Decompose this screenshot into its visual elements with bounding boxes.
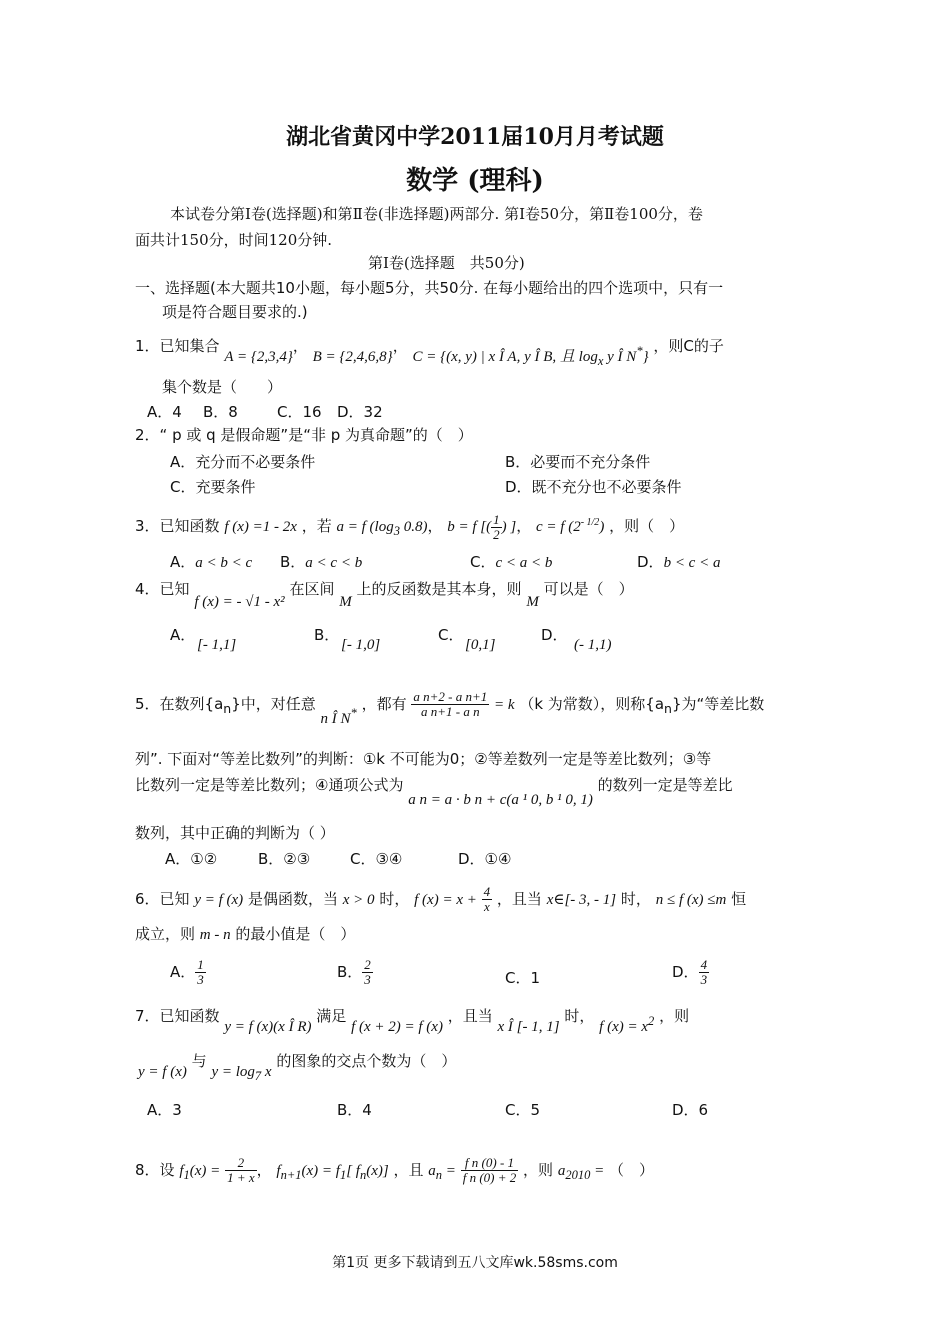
q5-general-term: a n = a · b n + c(a ¹ 0, b ¹ 0, 1): [408, 792, 593, 808]
q6-frac-num: 4: [483, 884, 491, 899]
q8-an-fraction: [461, 1156, 519, 1185]
q7-option-b: B．4: [337, 1101, 372, 1119]
q1-option-d: D．32: [337, 403, 383, 421]
q3-option-b-math: a < c < b: [305, 555, 363, 571]
q7-line2-math-1: y = f (x): [138, 1064, 187, 1080]
q5-frac-num: a n+2 - a n+1: [413, 689, 488, 704]
q4-m-2: M: [526, 594, 539, 610]
q6-option-d-den: 3: [700, 972, 708, 987]
q1-set-b: B = {2,4,6,8}: [312, 349, 393, 365]
q2-option-a: A．充分而不必要条件: [170, 453, 316, 471]
exam-subtitle: 数学 (理科): [406, 166, 544, 196]
q8-f1-fraction: [225, 1156, 257, 1185]
q1-set-c-sub: x: [597, 354, 604, 368]
q5-frac-den: a n+1 - a n: [421, 704, 480, 719]
q4-option-b-math: [- 1,0]: [341, 637, 381, 653]
q6-option-a-label: A．: [170, 963, 196, 981]
q5-stem-4: 数列，其中正确的判断为（ ）: [135, 824, 335, 842]
q1-option-c: C．16: [277, 403, 322, 421]
q8-f1-sub: 1: [183, 1168, 190, 1182]
q6-option-b: [337, 958, 373, 987]
q3-b-den: 2: [493, 527, 500, 543]
q8-an-end: =: [442, 1163, 456, 1179]
q5-equals-k: = k: [494, 697, 515, 713]
q7-option-a: A．3: [147, 1101, 182, 1119]
q8-suffix: （ ）: [608, 1161, 654, 1179]
q6-math-1: y = f (x): [194, 892, 244, 908]
q6-option-b-den: 3: [364, 972, 371, 987]
q8-a2010-sub: 2010: [565, 1168, 591, 1182]
q1-option-b: B．8: [203, 403, 238, 421]
q3-c-end: ): [599, 519, 605, 535]
q7-line2-text-2: 的图象的交点个数为（ ）: [276, 1052, 457, 1070]
q1-prefix: 1．已知集合: [135, 337, 220, 355]
q8-fn1-sub: n+1: [280, 1168, 302, 1182]
q6-text-3: ，且当: [496, 890, 542, 908]
q3-option-a-label: A．: [170, 553, 196, 571]
q3-b: [447, 512, 517, 543]
q4-option-a-label: A．: [170, 626, 196, 644]
q7-line2-math-2: [211, 1064, 272, 1083]
q8-f1-part: f: [179, 1163, 184, 1179]
q5-stem: [135, 688, 765, 727]
q7-math-4-sup: 2: [648, 1014, 655, 1028]
q4-mid-2: 上的反函数是其本身，则: [356, 580, 522, 598]
q5-prefix: 5．在数列{a: [135, 695, 224, 713]
q3-option-b-label: B．: [280, 553, 306, 571]
q3-c-exp: - 1/2: [580, 517, 600, 528]
q4-option-c-label: C．: [438, 626, 464, 644]
q7-math-2: f (x + 2) = f (x): [351, 1019, 443, 1035]
q7-text-2: ，且当: [447, 1007, 493, 1025]
q6-option-a-den: 3: [197, 972, 204, 987]
q6-option-a-num: 1: [197, 957, 204, 972]
q6-text-5: 恒: [731, 890, 747, 908]
q8-f1-num: 2: [225, 1156, 257, 1171]
q6-option-a: [170, 958, 206, 987]
q7-line2-math-2-part: y = log: [211, 1064, 255, 1080]
q5-stem-3b: 的数列一定是等差比: [597, 776, 733, 794]
q8-comma: ，: [256, 1161, 272, 1179]
q3-option-b: [280, 551, 362, 572]
q5-suffix: （k 为常数），则称{a: [519, 695, 665, 713]
q7-stem: [135, 1000, 690, 1035]
q8-a2010: [557, 1163, 605, 1182]
q8-fn1-end-2: [ f: [346, 1163, 360, 1179]
q7-line2-math-2-end: x: [261, 1064, 272, 1080]
q6-option-d-label: D．: [672, 963, 699, 981]
q6-option-b-label: B．: [337, 963, 363, 981]
q8-a2010-part: a: [557, 1163, 566, 1179]
q7-math-4: [599, 1014, 655, 1035]
q3-stem: 3．已知函数 f (x) =1 - 2x ，若 a = f ($\log_3$ 0.8)， b = f [( $\frac{1}{2}$ ) ]， c = f $(2^{- 1/2})$ ，则（ ）: [135, 512, 685, 543]
q5-n-in-n-part: n Î N: [320, 711, 351, 727]
q8-prefix: 8．设: [135, 1161, 175, 1179]
q4-suffix: 可以是（ ）: [543, 580, 634, 598]
q1-comma-1: ，: [292, 337, 308, 355]
q5-n-in-n: [320, 706, 357, 727]
q7-prefix: 7．已知函数: [135, 1007, 220, 1025]
q3-option-d-math: b < c < a: [663, 555, 721, 571]
q5-stem-2: 列”. 下面对“等差比数列”的判断：①k 不可能为0；②等差数列一定是等差比数列；③等: [135, 750, 712, 768]
q3-a-part: a = f (log: [336, 519, 394, 535]
q6-option-b-num: 2: [364, 957, 371, 972]
q5-option-b: B．②③: [258, 850, 311, 868]
q8-fn1-sub-2: 1: [339, 1168, 347, 1182]
q7-line2-math-2-sub: 7: [254, 1069, 262, 1083]
q5-prefix-2: }中，对任意: [231, 695, 316, 713]
q4-m-1: M: [339, 594, 352, 610]
q3-b-end: ) ]: [501, 519, 517, 535]
q3-a-sub: 3: [393, 524, 400, 538]
q8-an: [428, 1163, 456, 1182]
q6-math-5: n ≤ f (x) ≤m: [655, 892, 727, 908]
q7-math-3: x Î [- 1, 1]: [497, 1019, 560, 1035]
q6-stem-2a: 成立，则: [135, 925, 196, 943]
q4-function: f (x) = - √1 - x²: [194, 594, 285, 610]
section-instructions-1: 一、选择题(本大题共10小题，每小题5分，共50分. 在每小题给出的四个选项中，只有一: [135, 279, 724, 297]
q3-function: f (x) =1 - 2x: [224, 519, 297, 535]
q6-option-d-frac: [699, 958, 710, 987]
q5-stem-3a: 比数列一定是等差比数列；④通项公式为: [135, 776, 404, 794]
q7-text-1: 满足: [316, 1007, 347, 1025]
q6-stem: [135, 885, 746, 914]
q8-fn1: [276, 1163, 389, 1182]
q1-set-c-sup: *: [636, 344, 643, 358]
page-footer: 第1页 更多下载请到五八文库wk.58sms.com: [332, 1255, 618, 1271]
q5-n-in-n-sup: *: [350, 706, 357, 720]
q6-prefix: 6．已知: [135, 890, 190, 908]
q8-stem: [135, 1156, 654, 1186]
q3-suffix: ，则（ ）: [609, 517, 685, 535]
q7-math-1: y = f (x)(x Î R): [224, 1019, 312, 1035]
q3-a: [336, 519, 428, 538]
q6-option-c: C．1: [505, 969, 541, 987]
q6-text-2: 时，: [379, 890, 410, 908]
q8-fn1-sub-3: n: [359, 1168, 367, 1182]
q1-comma-2: ，: [392, 337, 408, 355]
q1-set-c-part2: y Î N: [603, 349, 637, 365]
q6-frac-den: x: [483, 899, 490, 914]
q8-a2010-end: =: [590, 1163, 605, 1179]
q7-stem-2: [138, 1050, 457, 1083]
q3-c-part: c = f (2: [536, 519, 581, 535]
q3-prefix: 3．已知函数: [135, 517, 220, 535]
q8-text-2: ，则: [523, 1161, 554, 1179]
q6-stem-2b: 的最小值是（ ）: [235, 925, 356, 943]
q4-stem: [135, 578, 634, 610]
q5-suffix-sub: n: [664, 701, 672, 716]
section-instructions-2: 项是符合题目要求的.): [162, 303, 308, 321]
q3-option-a: [170, 551, 252, 572]
q7-math-4-part: f (x) = x: [599, 1019, 649, 1035]
part1-heading: 第Ⅰ卷(选择题 共50分): [368, 254, 525, 272]
q8-f1: [179, 1163, 221, 1182]
q3-option-c: [470, 551, 552, 572]
intro-line-1: 本试卷分第Ⅰ卷(选择题)和第Ⅱ卷(非选择题)两部分. 第Ⅰ卷50分，第Ⅱ卷100分，卷: [170, 205, 703, 223]
q4-option-d-math: (- 1,1): [574, 637, 612, 653]
q4-option-a-math: [- 1,1]: [197, 637, 237, 653]
q5-prefix-sub: n: [223, 701, 232, 716]
q8-fn1-end: (x) = f: [301, 1163, 340, 1179]
q6-math-3: f (x) = x +: [414, 892, 477, 908]
q3-option-d: [637, 551, 720, 572]
q7-text-3: 时，: [564, 1007, 595, 1025]
q1-set-c-close: }: [642, 349, 649, 365]
q6-fraction: [482, 885, 493, 914]
q8-an-part: a: [428, 1163, 436, 1179]
q3-option-c-label: C．: [470, 553, 496, 571]
q1-stem: [135, 330, 724, 368]
q3-comma: ，: [427, 517, 443, 535]
q6-option-a-frac: [195, 958, 206, 987]
q5-suffix-2: }为“等差比数: [671, 695, 765, 713]
q8-fn1-part: f: [276, 1163, 281, 1179]
q3-mid: ，若: [301, 517, 332, 535]
q6-text-1: 是偶函数，当: [247, 890, 338, 908]
q4-mid: 在区间: [289, 580, 335, 598]
q2-option-d: D．既不充分也不必要条件: [505, 478, 682, 496]
q7-line2-text-1: 与: [191, 1052, 207, 1070]
q8-f1-end: (x) =: [189, 1163, 221, 1179]
q5-option-a: A．①②: [165, 850, 218, 868]
q1-set-a: A = {2,3,4}: [224, 349, 293, 365]
q5-option-c: C．③④: [350, 850, 403, 868]
exam-title: 湖北省黄冈中学2011届10月月考试题: [286, 124, 664, 150]
q3-c: [536, 519, 604, 535]
q6-m-minus-n: m - n: [199, 927, 231, 943]
q1-stem-2: 集个数是（ ）: [162, 378, 283, 396]
q1-option-a: A．4: [147, 403, 182, 421]
q2-option-b: B．必要而不充分条件: [505, 453, 651, 471]
q5-fraction: [411, 690, 489, 719]
q2-option-c: C．充要条件: [170, 478, 256, 496]
q1-set-c-part1: C = {(x, y) | x Î A, y Î B, 且 log: [412, 349, 598, 365]
q5-mid: ，都有: [361, 695, 407, 713]
q3-b-part: b = f [(: [447, 519, 492, 535]
q2-stem: 2．“ p 或 q 是假命题”是“非 p 为真命题”的（ ）: [135, 426, 473, 444]
q3-option-a-math: a < b < c: [195, 555, 253, 571]
q6-math-2: x > 0: [342, 892, 375, 908]
q4-option-d-label: D．: [541, 626, 568, 644]
q6-math-4: x∈[- 3, - 1]: [546, 892, 617, 908]
q4-option-c-math: [0,1]: [465, 637, 496, 653]
q3-b-num: 1: [493, 512, 500, 528]
q8-an-sub: n: [435, 1168, 443, 1182]
q3-option-c-math: c < a < b: [495, 555, 553, 571]
q7-text-4: ，则: [659, 1007, 690, 1025]
q8-fn1-end-3: (x)]: [366, 1163, 389, 1179]
q8-f1-den: 1 + x: [227, 1170, 255, 1185]
q6-option-d: [672, 958, 709, 987]
q5-option-d: D．①④: [458, 850, 512, 868]
q1-set-c: [412, 344, 649, 368]
q7-option-c: C．5: [505, 1101, 541, 1119]
q1-suffix: ，则C的子: [653, 337, 724, 355]
q6-option-b-frac: [362, 958, 373, 987]
q8-an-den: f n (0) + 2: [462, 1170, 517, 1185]
q6-text-4: 时，: [620, 890, 651, 908]
q8-text-1: ，且: [393, 1161, 424, 1179]
q4-option-b-label: B．: [314, 626, 340, 644]
q4-prefix: 4．已知: [135, 580, 190, 598]
q3-a-end: 0.8): [399, 519, 428, 535]
q7-option-d: D．6: [672, 1101, 709, 1119]
q3-b-fraction: [491, 513, 502, 542]
q6-stem-2: [135, 923, 355, 946]
intro-line-2: 面共计150分，时间120分钟.: [135, 231, 333, 249]
q8-an-num: f n (0) - 1: [461, 1156, 519, 1171]
q3-option-d-label: D．: [637, 553, 664, 571]
q6-option-d-num: 4: [700, 957, 708, 972]
q5-stem-3: [135, 774, 733, 808]
